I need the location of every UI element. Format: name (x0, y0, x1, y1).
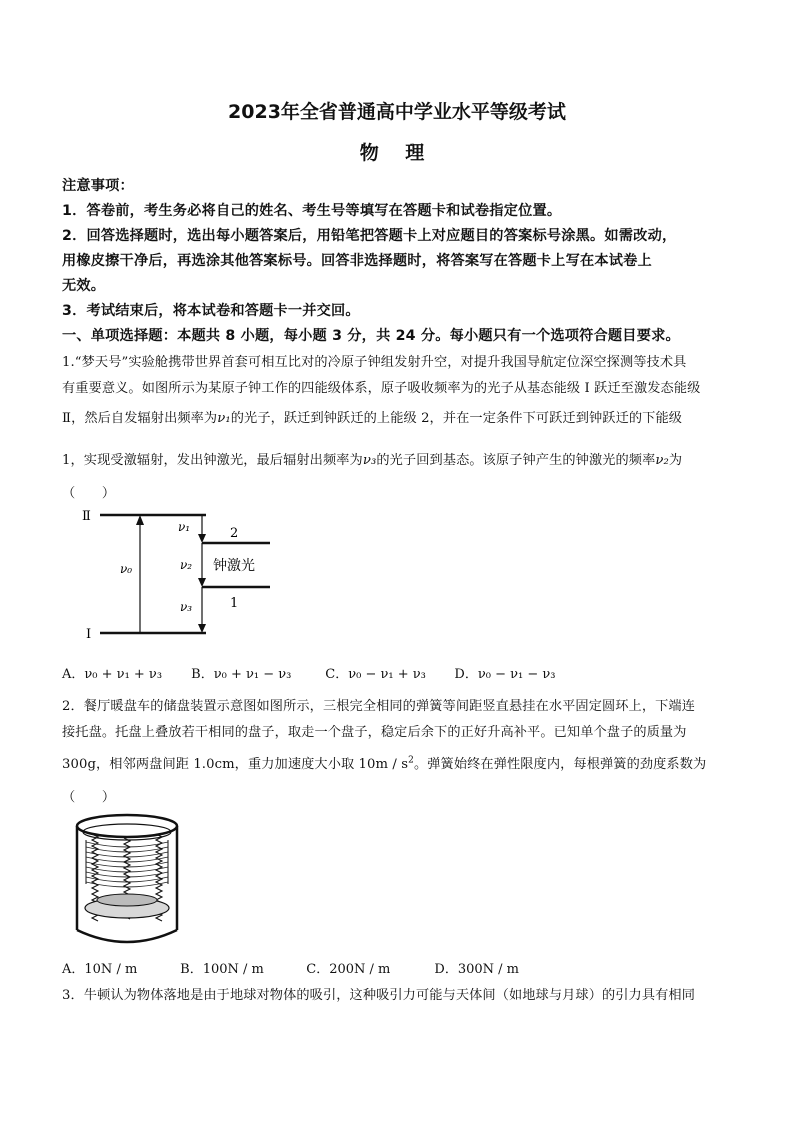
nu3-arrowhead (198, 624, 206, 633)
q1-answer-bracket: （ ） (62, 486, 116, 501)
q2-answer-bracket: （ ） (62, 790, 116, 805)
q1-option-a[interactable]: A．ν₀ + ν₁ + ν₃ (62, 667, 163, 682)
q2-line-3-superscript: 2 (408, 755, 414, 766)
q2-options (62, 958, 519, 977)
notice-item-2-line-2: 用橡皮擦干净后，再选涂其他答案标号。回答非选择题时，将答案写在答题卡上写在本试卷上 (62, 253, 652, 269)
q1-option-d[interactable]: D．ν₀ − ν₁ − ν₃ (454, 667, 556, 682)
q1-line-4-text-c: 为 (668, 453, 683, 468)
nu2-label: ν₂ (180, 558, 193, 572)
nu0-label: ν₀ (120, 562, 133, 576)
notice-item-2-line-1: 2．回答选择题时，选出每小题答案后，用铅笔把答题卡上对应题目的答案标号涂黑。如需改动， (62, 228, 677, 244)
plate-warmer-illustration (72, 812, 182, 950)
nu1-label: ν₁ (178, 520, 191, 534)
nu2-symbol: ν₂ (655, 453, 669, 468)
q1-option-b[interactable]: B．ν₀ + ν₁ − ν₃ (191, 667, 292, 682)
clock-laser-label: 钟激光 (213, 558, 255, 574)
q1-line-4-text-b: 的光子回到基态。该原子钟产生的钟激光的频率 (376, 453, 656, 468)
q2-line-2: 接托盘。托盘上叠放若干相同的盘子，取走一个盘子，稳定后余下的正好升高补平。已知单个盘子的质量为 (62, 725, 687, 740)
nu3-symbol: ν₃ (362, 453, 377, 468)
q2-option-b[interactable]: B．100N / m (180, 962, 264, 977)
q2-option-a[interactable]: A．10N / m (62, 962, 138, 977)
q2-line-3-text-a: 300g，相邻两盘间距 1.0cm，重力加速度大小取 10m / s (62, 757, 409, 772)
exam-subject: 物 理 (359, 142, 435, 164)
q1-options (62, 663, 556, 682)
q1-line-2: 有重要意义。如图所示为某原子钟工作的四能级体系，原子吸收频率为的光子从基态能级 I 跃迁至激发态能级 (62, 381, 701, 396)
nu1-symbol: ν₁ (217, 411, 231, 426)
level-1-label: 1 (230, 596, 239, 611)
exam-title: 2023年全省普通高中学业水平等级考试 (228, 101, 566, 123)
notice-item-1: 1．答卷前，考生务必将自己的姓名、考生号等填写在答题卡和试卷指定位置。 (62, 203, 562, 219)
notice-item-3: 3．考试结束后，将本试卷和答题卡一并交回。 (62, 303, 360, 319)
level-2-label: 2 (230, 526, 239, 541)
q2-line-3 (62, 753, 732, 772)
q1-line-4-text-a: 1，实现受激辐射，发出钟激光，最后辐射出频率为 (62, 453, 363, 468)
q2-option-d[interactable]: D．300N / m (434, 962, 520, 977)
level-I-label: Ⅰ (86, 627, 92, 642)
q2-line-1: 2．餐厅暖盘车的储盘装置示意图如图所示，三根完全相同的弹簧等间距竖直悬挂在水平固定圆环上，下端连 (62, 699, 695, 714)
q2-line-3-text-b: 。弹簧始终在弹性限度内，每根弹簧的劲度系数为 (413, 757, 707, 772)
energy-level-diagram (70, 505, 280, 645)
nu0-arrowhead (136, 515, 144, 525)
section-1-heading: 一、单项选择题：本题共 8 小题，每小题 3 分，共 24 分。每小题只有一个选项符合题目要求。 (62, 328, 680, 344)
q1-line-3 (62, 407, 732, 426)
q1-line-4 (62, 449, 732, 468)
q2-option-c[interactable]: C．200N / m (306, 962, 391, 977)
nu1-arrowhead (198, 534, 206, 543)
notice-heading: 注意事项： (62, 178, 134, 194)
nu2-arrowhead (198, 578, 206, 587)
notice-item-2-line-3: 无效。 (62, 278, 106, 294)
q1-line-1: 1.“梦天号”实验舱携带世界首套可相互比对的冷原子钟组发射升空，对提升我国导航定位深空探测等技术具 (62, 355, 687, 370)
q3-line-1: 3．牛顿认为物体落地是由于地球对物体的吸引，这种吸引力可能与天体间（如地球与月球）的引力具有相同 (62, 988, 695, 1003)
q1-option-c[interactable]: C．ν₀ − ν₁ + ν₃ (325, 667, 426, 682)
q1-line-3-text-a: Ⅱ，然后自发辐射出频率为 (62, 411, 218, 426)
level-II-label: Ⅱ (82, 509, 91, 524)
nu3-label: ν₃ (180, 600, 193, 614)
q1-line-3-text-b: 的光子，跃迁到钟跃迁的上能级 2，并在一定条件下可跃迁到钟跃迁的下能级 (230, 411, 683, 426)
